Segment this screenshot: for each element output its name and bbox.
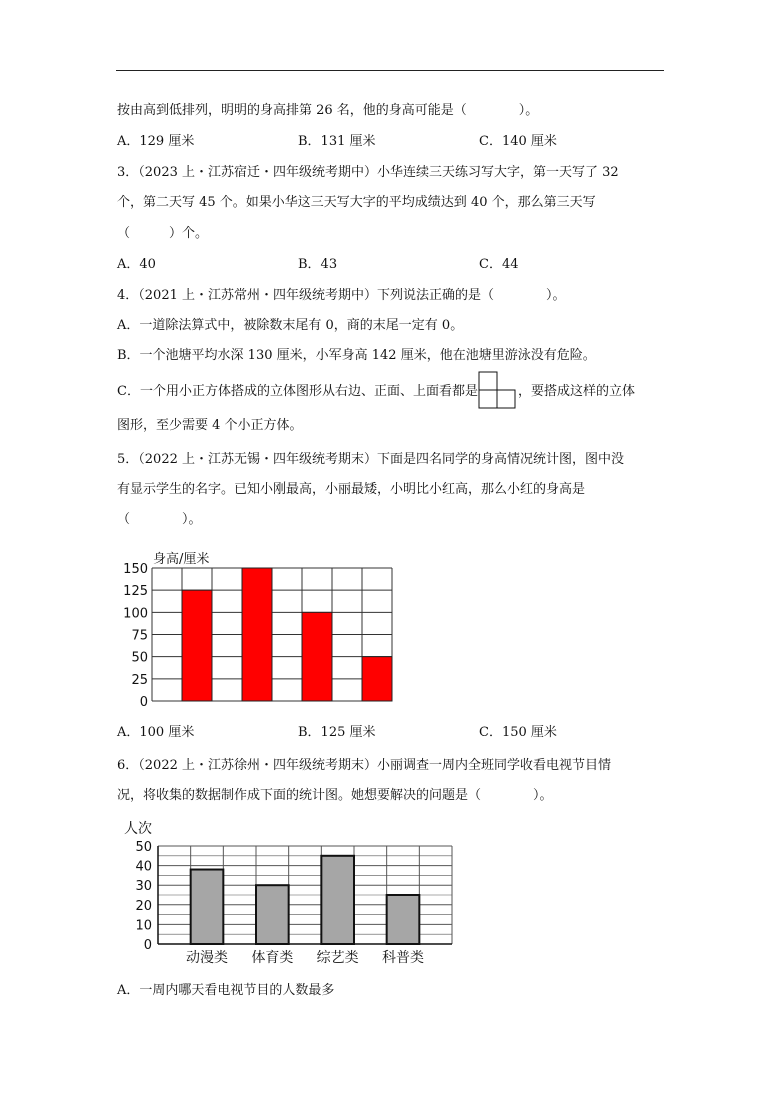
bar [182,590,212,701]
y-tick-label: 20 [135,898,152,914]
q4-text: 4．（2021 上・江苏常州・四年级统考期中）下列说法正确的是（ ）。 [117,288,566,303]
q4-option-c-line2: 图形，至少需要 4 个小正方体。 [117,418,303,433]
bar [191,870,224,944]
q6-text-line2: 况，将收集的数据制作成下面的统计图。她想要解决的问题是（ ）。 [117,788,553,803]
header-rule [116,70,664,71]
q2-option-b: B．131 厘米 [298,134,376,149]
q4-option-c-text-before: C．一个用小正方体搭成的立体图形从右边、正面、上面看都是 [117,384,478,399]
bar [256,885,289,944]
q4-option-a: A．一道除法算式中，被除数末尾有 0，商的末尾一定有 0。 [117,318,464,333]
q5-option-a: A．100 厘米 [117,725,195,740]
y-tick-label: 50 [131,650,148,666]
q3-text-line3: （ ）个。 [117,226,209,241]
y-axis-label: 身高/厘米 [153,552,210,567]
q5-option-c: C．150 厘米 [479,725,557,740]
bar [242,568,272,701]
q2-option-a: A．129 厘米 [117,134,195,149]
y-axis-label: 人次 [124,821,152,837]
cube-view-figure [478,371,518,409]
q2-text: 按由高到低排列，明明的身高排第 26 名，他的身高可能是（ ）。 [117,103,539,118]
q5-text-line2: 有显示学生的名字。已知小刚最高，小丽最矮，小明比小红高，那么小红的身高是 [117,482,586,497]
q2-option-c: C．140 厘米 [479,134,557,149]
height-bar-chart [115,548,405,718]
y-tick-label: 50 [135,840,152,855]
y-tick-label: 75 [131,628,148,644]
q5-option-b: B．125 厘米 [298,725,376,740]
y-tick-label: 125 [123,584,148,600]
q6-option-a: A．一周内哪天看电视节目的人数最多 [117,983,335,998]
y-tick-label: 0 [143,938,152,953]
y-tick-label: 30 [135,879,152,895]
q3-option-a: A．40 [117,257,156,272]
q3-option-b: B．43 [298,257,338,272]
y-tick-label: 40 [135,859,152,875]
q4-option-c-text-after: ，要搭成这样的立体 [517,384,635,399]
q5-text-line1: 5．（2022 上・江苏无锡・四年级统考期末）下面是四名同学的身高情况统计图，图中没 [117,452,624,467]
q4-option-b: B．一个池塘平均水深 130 厘米，小军身高 142 厘米，他在池塘里游泳没有危险。 [117,348,596,363]
x-tick-label: 动漫类 [186,950,228,966]
tv-program-bar-chart [110,815,470,970]
x-tick-label: 科普类 [382,950,424,966]
x-tick-label: 综艺类 [316,950,359,966]
q5-text-line3: （ ）。 [117,512,202,527]
y-tick-label: 0 [139,695,148,710]
y-tick-label: 10 [135,918,152,934]
bar [302,612,332,701]
y-tick-label: 150 [123,562,148,577]
bar [362,657,392,701]
q3-text-line2: 个，第二天写 45 个。如果小华这三天写大字的平均成绩达到 40 个，那么第三天写 [117,195,596,210]
q3-option-c: C．44 [479,257,519,272]
y-tick-label: 25 [131,672,148,688]
q3-text-line1: 3．（2023 上・江苏宿迁・四年级统考期中）小华连续三天练习写大字，第一天写了 32 [117,165,619,180]
q6-text-line1: 6．（2022 上・江苏徐州・四年级统考期末）小丽调查一周内全班同学收看电视节目情 [117,758,611,773]
x-tick-label: 体育类 [251,950,294,966]
bar [387,895,420,944]
bar [321,856,354,944]
y-tick-label: 100 [123,606,148,622]
q4-option-c [117,384,635,400]
